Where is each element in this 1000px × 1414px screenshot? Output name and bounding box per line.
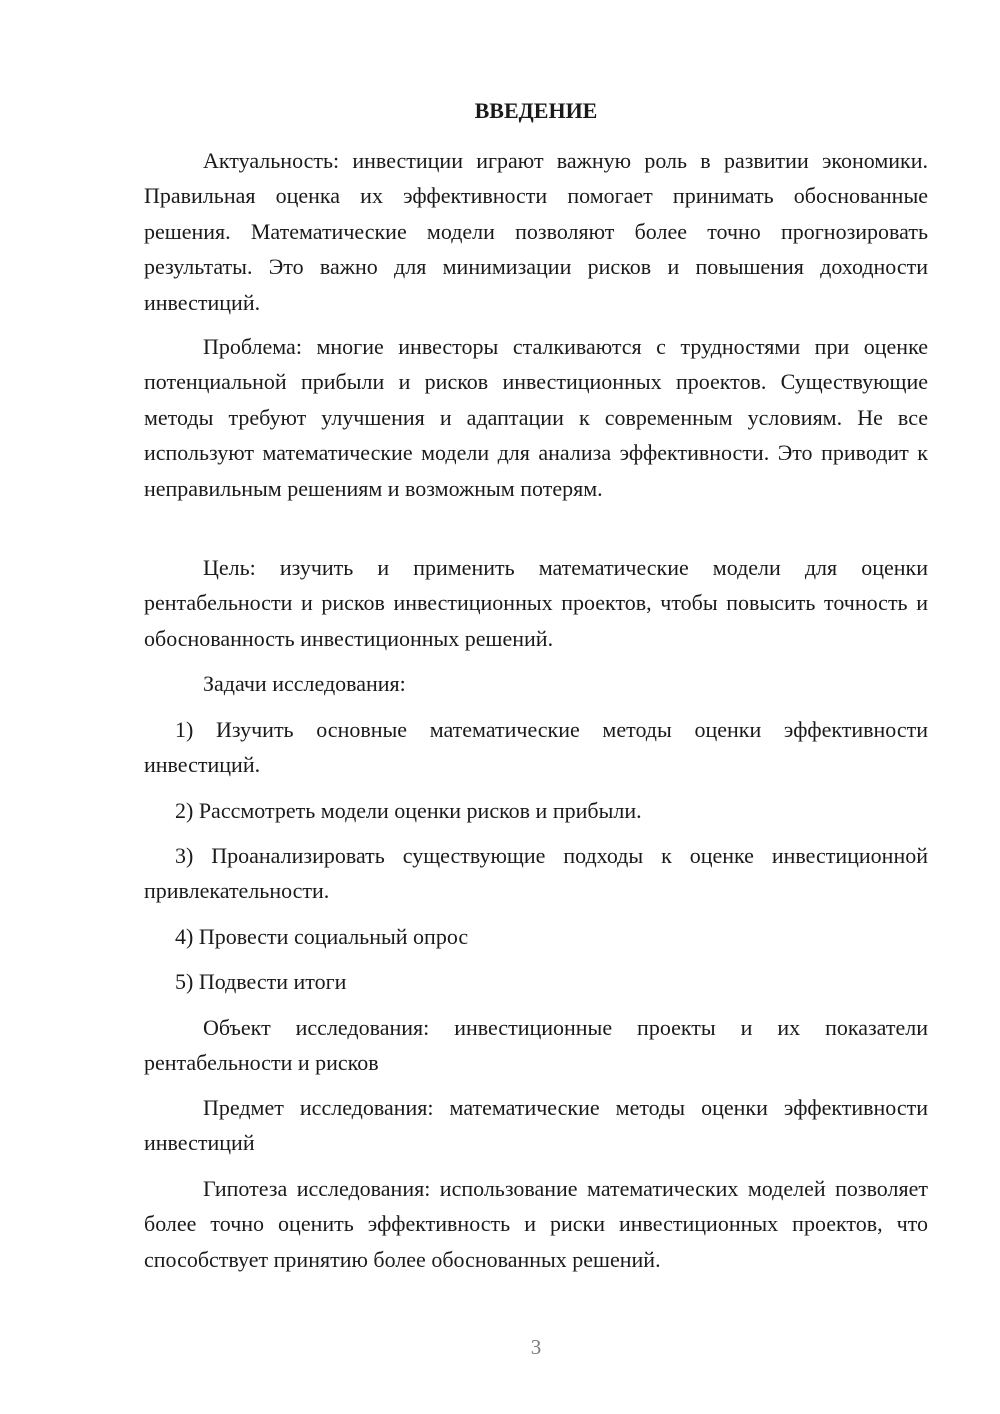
page-title: ВВЕДЕНИЕ: [474, 98, 598, 123]
task-item-3: 3) Проанализировать существующие подходы к оценке инвестиционной привлекательности.: [144, 843, 928, 904]
subject-paragraph: Предмет исследования: математические методы оценки эффективности инвестиций: [144, 1095, 928, 1156]
task-item-2: 2) Рассмотреть модели оценки рисков и прибыли.: [175, 798, 642, 823]
task-item-4: 4) Провести социальный опрос: [175, 924, 469, 949]
goal-paragraph: Цель: изучить и применить математические модели для оценки рентабельности и рисков инвестиционных проектов, чтобы повысить точность и обоснованность инвестиционных решений.: [144, 555, 928, 651]
hypothesis-paragraph: Гипотеза исследования: использование математических моделей позволяет более точно оценить эффективность и риски инвестиционных проектов, что способствует принятию более обоснованных решений.: [144, 1176, 928, 1272]
task-item-5: 5) Подвести итоги: [175, 969, 347, 994]
task-item-1: 1) Изучить основные математические методы оценки эффективности инвестиций.: [144, 717, 928, 778]
tasks-heading: Задачи исследования:: [203, 671, 406, 696]
object-paragraph: Объект исследования: инвестиционные проекты и их показатели рентабельности и рисков: [144, 1015, 928, 1076]
page-number: 3: [530, 1335, 542, 1359]
relevance-paragraph: Актуальность: инвестиции играют важную роль в развитии экономики. Правильная оценка их эффективности помогает принимать обоснованные решения. Математические модели позволяют более точно прогнозировать результаты. Это важно для минимизации рисков и повышения доходности инвестиций.: [144, 148, 928, 315]
problem-paragraph: Проблема: многие инвесторы сталкиваются с трудностями при оценке потенциальной прибыли и рисков инвестиционных проектов. Существующие методы требуют улучшения и адаптации к современным условиям. Не все используют математические модели для анализа эффективности. Это приводит к неправильным решениям и возможным потерям.: [144, 334, 928, 501]
